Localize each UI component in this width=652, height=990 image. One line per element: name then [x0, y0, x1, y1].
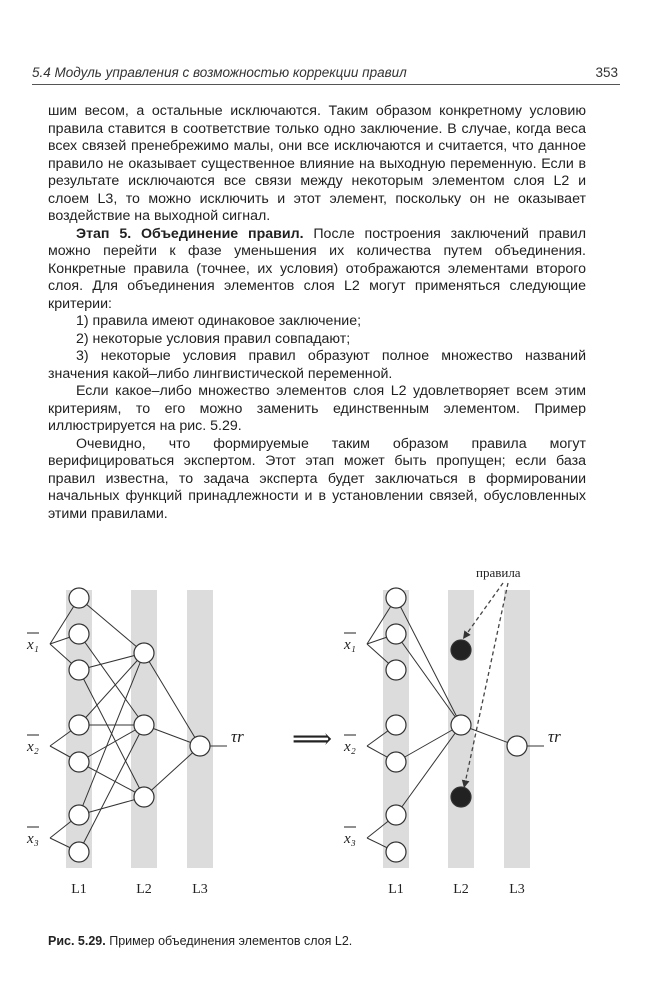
- paragraph-2-text: После построения заключений правил можно перейти к фазе уменьшения их количества путем объединения. Конкретные правила (точнее, их условия) отображаются элементами второго слоя. Для объединения элементов слоя L2 могут применяться следующие критерии:: [48, 225, 586, 312]
- layer-1-node: [386, 805, 406, 825]
- layer-1-node: [69, 715, 89, 735]
- layer-label: L2: [136, 882, 152, 897]
- layer-1-node: [69, 805, 89, 825]
- layer-2-node: [134, 715, 154, 735]
- paragraph-2: [48, 226, 586, 314]
- input-label: x₂: [27, 739, 39, 755]
- layer-label: L1: [71, 882, 87, 897]
- running-head: [32, 62, 620, 85]
- section-title: 5.4 Модуль управления с возможностью коррекции правил: [32, 65, 407, 80]
- layer-2-removed-node: [451, 787, 471, 807]
- network-before: [26, 588, 244, 897]
- layer-2-node: [451, 715, 471, 735]
- input-label: x₃: [27, 831, 39, 847]
- layer-1-node: [386, 752, 406, 772]
- criterion-1: 1) правила имеют одинаковое заключение;: [76, 313, 362, 329]
- layer-3-band: [504, 590, 530, 868]
- paragraph-1: шим весом, а остальные исключаются. Таким образом конкретному условию правила ставится в соответствие только одно заключение. В случае, когда веса всех связей пренебрежимо малы, они все исключаются и считается, что данное правило не оказывает существенное влияние на выходную переменную. Если в результате исключаются все связи между некоторым элементом слоя L2 и слоем L3, то можно исключить и этот элемент, поскольку он не оказывает воздействие на выходной сигнал.: [48, 103, 586, 224]
- figure-caption: [48, 934, 352, 948]
- layer-3-node: [190, 736, 210, 756]
- layer-1-node: [69, 752, 89, 772]
- output-label: τr: [231, 727, 244, 746]
- layer-2-node: [134, 643, 154, 663]
- input-label: x₁: [27, 637, 39, 653]
- layer-1-node: [386, 660, 406, 680]
- layer-1-node: [69, 660, 89, 680]
- paragraph-3: Если какое–либо множество элементов слоя L2 удовлетворяет всем этим критериям, то его можно заменить единственным элементом. Пример иллюстрируется на рис. 5.29.: [48, 383, 586, 434]
- page-number: 353: [595, 65, 618, 80]
- layer-3-band: [187, 590, 213, 868]
- layer-2-removed-node: [451, 640, 471, 660]
- input-label: x₁: [344, 637, 356, 653]
- layer-1-node: [386, 842, 406, 862]
- input-label: x₂: [344, 739, 356, 755]
- layer-1-node: [386, 624, 406, 644]
- body-text: [48, 103, 586, 523]
- criterion-3: 3) некоторые условия правил образуют полное множество названий значения какой–либо лингвистической переменной.: [48, 348, 586, 382]
- layer-1-node: [386, 715, 406, 735]
- caption-label: Рис. 5.29.: [48, 934, 106, 948]
- layer-3-node: [507, 736, 527, 756]
- layer-label: L3: [192, 882, 208, 897]
- transform-arrow: ⟹: [292, 722, 333, 755]
- criterion-2: 2) некоторые условия правил совпадают;: [76, 330, 351, 347]
- layer-1-node: [69, 588, 89, 608]
- layer-1-node: [386, 588, 406, 608]
- layer-label: L1: [388, 882, 404, 897]
- rules-label: правила: [476, 565, 521, 580]
- network-after: [343, 588, 561, 897]
- output-label: τr: [548, 727, 561, 746]
- paragraph-4: Очевидно, что формируемые таким образом правила могут верифицироваться экспертом. Этот этап может быть пропущен; если база правил известна, то задача эксперта будет заключаться в формировании начальных функций принадлежности и в установлении связей, обусловленных этими правилами.: [48, 435, 586, 522]
- input-label: x₃: [344, 831, 356, 847]
- stage-title: Этап 5. Объединение правил.: [76, 225, 304, 242]
- caption-text: Пример объединения элементов слоя L2.: [109, 934, 353, 948]
- layer-1-node: [69, 842, 89, 862]
- figure-5-29: [0, 550, 652, 910]
- layer-2-node: [134, 787, 154, 807]
- layer-1-node: [69, 624, 89, 644]
- layer-label: L2: [453, 882, 469, 897]
- layer-label: L3: [509, 882, 525, 897]
